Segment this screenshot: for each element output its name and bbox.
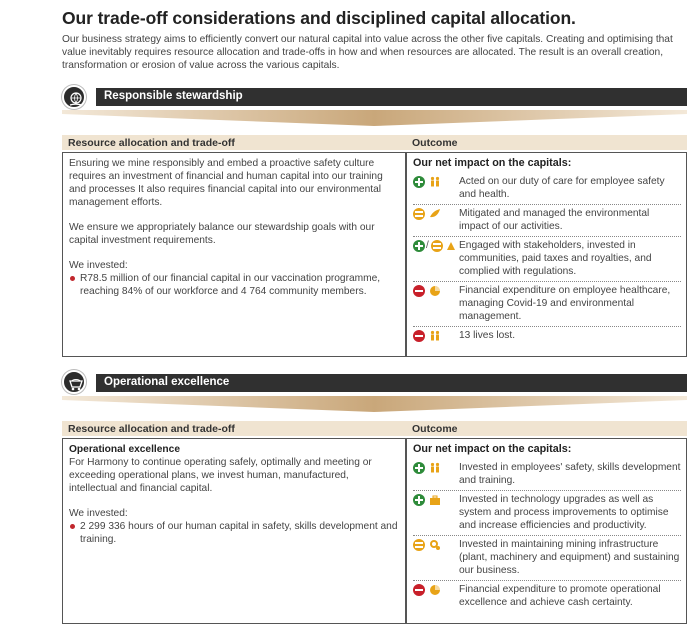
outcome-text: Mitigated and managed the environmental impact of our activities. bbox=[459, 208, 650, 232]
outcome-row: / Engaged with stakeholders, invested in communities, paid taxes and royalties, and complied with regulations. bbox=[413, 237, 681, 282]
globe-hand-icon bbox=[62, 85, 86, 109]
neutral-impact-icon bbox=[413, 539, 425, 551]
list-item-text: 2 299 336 hours of our human capital in safety, skills development and training. bbox=[80, 521, 398, 545]
outcome-text: Acted on our duty of care for employee safety and health. bbox=[459, 176, 665, 200]
paragraph: We ensure we appropriately balance our stewardship goals with our capital investment requirements. bbox=[69, 222, 375, 246]
outcome-text: Financial expenditure to promote operational excellence and achieve cash certainty. bbox=[459, 584, 661, 608]
outcome-header: Outcome bbox=[406, 135, 687, 150]
outcome-row bbox=[413, 282, 681, 327]
outcome-row bbox=[413, 581, 681, 612]
human-capital-icon bbox=[429, 176, 441, 188]
section-heading: Operational excellence bbox=[104, 376, 230, 388]
bullet-icon bbox=[70, 276, 75, 281]
outcome-row bbox=[413, 205, 681, 237]
financial-capital-icon bbox=[429, 285, 441, 297]
outcome-header: Outcome bbox=[406, 421, 687, 436]
page-title: Our trade-off considerations and disciplined capital allocation. bbox=[62, 8, 576, 28]
neutral-impact-icon bbox=[431, 240, 443, 252]
outcome-row bbox=[413, 491, 681, 536]
manufactured-capital-icon bbox=[429, 539, 441, 551]
outcome-row bbox=[413, 327, 681, 345]
chevron-band bbox=[62, 396, 687, 412]
social-capital-icon bbox=[445, 240, 457, 252]
outcome-text: Invested in employees' safety, skills development and training. bbox=[459, 462, 681, 486]
natural-capital-icon bbox=[429, 208, 441, 220]
outcome-text: Engaged with stakeholders, invested in communities, paid taxes and royalties, and complied with regulations. bbox=[459, 240, 652, 277]
human-capital-icon bbox=[429, 330, 441, 342]
invested-label: We invested: bbox=[69, 508, 128, 519]
resource-allocation-header: Resource allocation and trade-off bbox=[62, 421, 406, 436]
outcome-text: Financial expenditure on employee healthcare, managing Covid-19 and environmental management. bbox=[459, 285, 671, 322]
section-heading-bar bbox=[96, 88, 687, 106]
positive-impact-icon bbox=[413, 176, 425, 188]
outcome-text: Invested in technology upgrades as well as system and process improvements to optimise and increase efficiencies and productivity. bbox=[459, 494, 669, 531]
subheading: Operational excellence bbox=[69, 444, 180, 455]
outcome-text: Invested in maintaining mining infrastructure (plant, machinery and equipment) and sustaining our business. bbox=[459, 539, 680, 576]
negative-impact-icon bbox=[413, 285, 425, 297]
positive-impact-icon bbox=[413, 462, 425, 474]
financial-capital-icon bbox=[429, 584, 441, 596]
outcome-text: 13 lives lost. bbox=[459, 330, 516, 341]
list-item bbox=[69, 520, 399, 546]
outcome-row bbox=[413, 536, 681, 581]
resource-allocation-header: Resource allocation and trade-off bbox=[62, 135, 406, 150]
list-item-text: R78.5 million of our financial capital in our vaccination programme, reaching 84% of our workforce and 4 764 community members. bbox=[80, 273, 381, 297]
mine-cart-icon bbox=[62, 370, 86, 394]
human-capital-icon bbox=[429, 462, 441, 474]
intro-paragraph: Our business strategy aims to efficiently convert our natural capital into value across the other five capitals. Creating and optimising that value inevitably requires resource allocation and trade-offs in how and when resources are allocated. The result is an overall creation, transformation or erosion of value across the various capitals. bbox=[62, 34, 673, 71]
net-impact-title: Our net impact on the capitals: bbox=[413, 443, 572, 455]
outcome-box bbox=[406, 152, 687, 357]
negative-impact-icon bbox=[413, 330, 425, 342]
chevron-band bbox=[62, 110, 687, 126]
negative-impact-icon bbox=[413, 584, 425, 596]
list-item bbox=[69, 272, 399, 298]
paragraph: For Harmony to continue operating safely, optimally and meeting or exceeding operational plans, we invest human, manufactured, intellectual and financial capital. bbox=[69, 457, 372, 494]
bullet-icon bbox=[70, 524, 75, 529]
resource-allocation-box bbox=[62, 438, 406, 624]
neutral-impact-icon bbox=[413, 208, 425, 220]
positive-impact-icon bbox=[413, 494, 425, 506]
intellectual-capital-icon bbox=[429, 494, 441, 506]
positive-impact-icon bbox=[413, 240, 425, 252]
section-heading: Responsible stewardship bbox=[104, 90, 243, 102]
outcome-box bbox=[406, 438, 687, 624]
invested-label: We invested: bbox=[69, 260, 128, 271]
paragraph: Ensuring we mine responsibly and embed a proactive safety culture requires an investment of financial and human capital into our training and processes It also requires financial capital into our environmental management efforts. bbox=[69, 158, 383, 208]
outcome-row bbox=[413, 459, 681, 491]
section-heading-bar bbox=[96, 374, 687, 392]
net-impact-title: Our net impact on the capitals: bbox=[413, 157, 572, 169]
resource-allocation-box bbox=[62, 152, 406, 357]
outcome-row bbox=[413, 173, 681, 205]
